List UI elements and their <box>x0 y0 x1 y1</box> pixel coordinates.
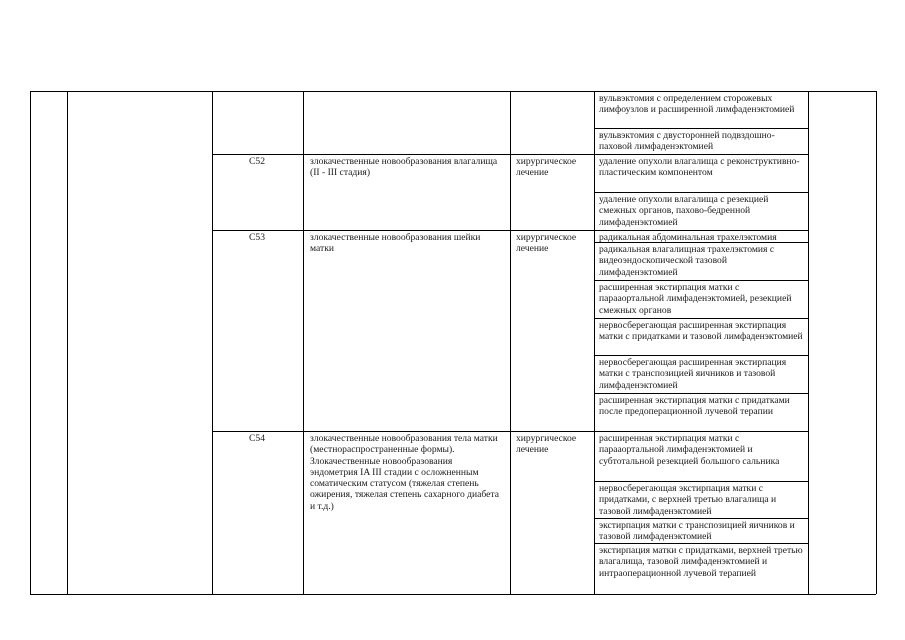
treatment-cell: хирургическое лечение <box>516 156 577 179</box>
row-border <box>212 431 808 432</box>
icd-code: C54 <box>249 433 265 444</box>
treatment-cell: хирургическое лечение <box>516 433 577 456</box>
row-border <box>212 154 808 155</box>
method-cell: радикальная влагалищная трахелэктомия с видеоэндоскопической тазовой лимфаденэктомией <box>599 244 775 278</box>
column-border <box>30 91 31 594</box>
column-border <box>808 91 809 594</box>
method-cell: расширенная экстирпация матки с придатками после предоперационной лучевой терапии <box>599 395 790 418</box>
method-cell: удаление опухоли влагалища с резекцией смежных органов, пахово-бедренной лимфаденэктомией <box>599 194 769 228</box>
table-top-border <box>30 91 876 92</box>
diagnosis-cell: злокачественные новообразования шейки матки <box>310 232 481 255</box>
diagnosis-cell: злокачественные новообразования тела матки (местнораспространенные формы). Злокачественные новообразования эндометрия IA III стадии с осложненным соматическим статусом (тяжелая степень ожирения, тяжелая степень сахарного диабета и т.д.) <box>310 433 499 512</box>
method-border <box>594 192 808 193</box>
method-border <box>594 393 808 394</box>
method-border <box>594 543 808 544</box>
diagnosis-cell: злокачественные новообразования влагалища (II - III стадия) <box>310 156 498 179</box>
column-border <box>67 91 68 594</box>
row-border <box>212 230 808 231</box>
method-cell: удаление опухоли влагалища с реконструктивно-пластическим компонентом <box>599 156 800 179</box>
column-border <box>876 91 877 594</box>
method-border <box>594 318 808 319</box>
method-cell: экстирпация матки с транспозицией яичников и тазовой лимфаденэктомией <box>599 520 795 543</box>
column-border <box>303 91 304 594</box>
column-border <box>510 91 511 594</box>
method-cell: нервосберегающая расширенная экстирпация матки с транспозицией яичников и тазовой лимфаденэктомией <box>599 357 787 391</box>
table-bottom-border <box>30 594 876 595</box>
icd-code: C52 <box>249 156 265 167</box>
method-cell: экстирпация матки с придатками, верхней третью влагалища, тазовой лимфаденэктомией и интраоперационной лучевой терапией <box>599 545 803 579</box>
method-cell: расширенная экстирпация матки с парааортальной лимфаденэктомией и субтотальной резекцией большого сальника <box>599 433 780 467</box>
method-cell: вульвэктомия с определением сторожевых лимфоузлов и расширенной лимфаденэктомией <box>599 93 795 116</box>
method-cell: нервосберегающая расширенная экстирпация матки с придатками и тазовой лимфаденэктомией <box>599 320 803 343</box>
method-border <box>594 128 808 129</box>
icd-code: C53 <box>249 232 265 243</box>
method-border <box>594 280 808 281</box>
method-border <box>594 355 808 356</box>
method-cell: расширенная экстирпация матки с парааортальной лимфаденэктомией, резекцией смежных органов <box>599 282 792 316</box>
method-border <box>594 518 808 519</box>
method-cell: нервосберегающая экстирпация матки с придатками, с верхней третью влагалища и тазовой лимфаденэктомией <box>599 483 777 517</box>
method-cell: радикальная абдоминальная трахелэктомия <box>599 232 777 243</box>
method-border <box>594 481 808 482</box>
column-border <box>212 91 213 594</box>
method-cell: вульвэктомия с двусторонней подвздошно-паховой лимфаденэктомией <box>599 130 775 153</box>
treatment-cell: хирургическое лечение <box>516 232 577 255</box>
